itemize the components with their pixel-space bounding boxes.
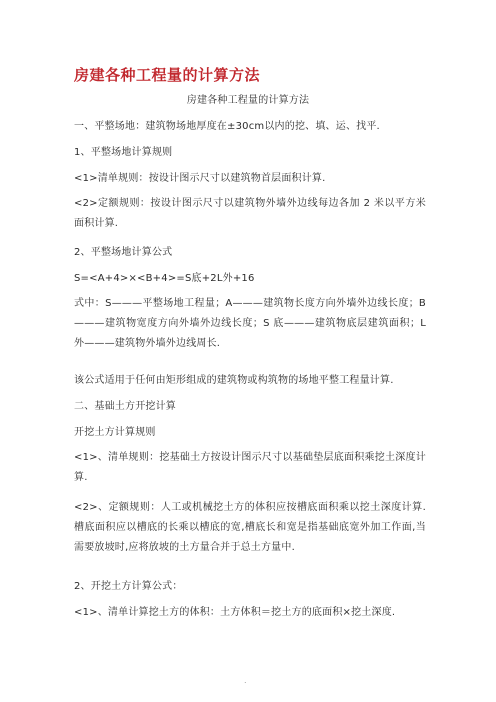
paragraph: 一、平整场地：建筑物场地厚度在±30cm以内的挖、填、运、找平. [74,121,380,132]
paragraph: 二、基础土方开挖计算 [74,401,176,412]
paragraph: 该公式适用于任何由矩形组成的建筑物或构筑物的场地平整工程量计算. [74,375,394,386]
paragraph: <2>定额规则：按设计图示尺寸以建筑物外墙外边线每边各加 2 米以平方米面积计算. [74,198,426,229]
paragraph: 式中：S———平整场地工程量；A———建筑物长度方向外墙外边线长度；B———建筑物宽度方向外墙外边线长度；S 底———建筑物底层建筑面积；L外———建筑物外墙外边线周长. [74,298,426,349]
paragraph: 2、平整场地计算公式 [74,247,173,258]
paragraph: <2>、定额规则：人工或机械挖土方的体积应按槽底面积乘以挖土深度计算.槽底面积应以槽底的长乘以槽底的宽,槽底长和宽是指基础底宽外加工作面,当需要放坡时,应将放坡的土方量合并于总土方量中. [74,502,426,553]
paragraph: <1>清单规则：按设计图示尺寸以建筑物首层面积计算. [74,173,326,184]
footer-mark: . [244,676,247,685]
paragraph: S=<A+4>×<B+4>=S底+2L外+16 [74,273,255,284]
paragraph: <1>、清单规则：挖基础土方按设计图示尺寸以基础垫层底面积乘挖土深度计算. [74,452,426,483]
document-title: 房建各种工程量的计算方法 [74,66,261,84]
paragraph: 开挖土方计算规则 [74,427,156,438]
paragraph: 2、开挖土方计算公式： [74,581,183,592]
paragraph: 1、平整场地计算规则 [74,147,173,158]
document-subtitle: 房建各种工程量的计算方法 [186,95,310,106]
paragraph: <1>、清单计算挖土方的体积：土方体积＝挖土方的底面积×挖土深度. [74,607,396,618]
